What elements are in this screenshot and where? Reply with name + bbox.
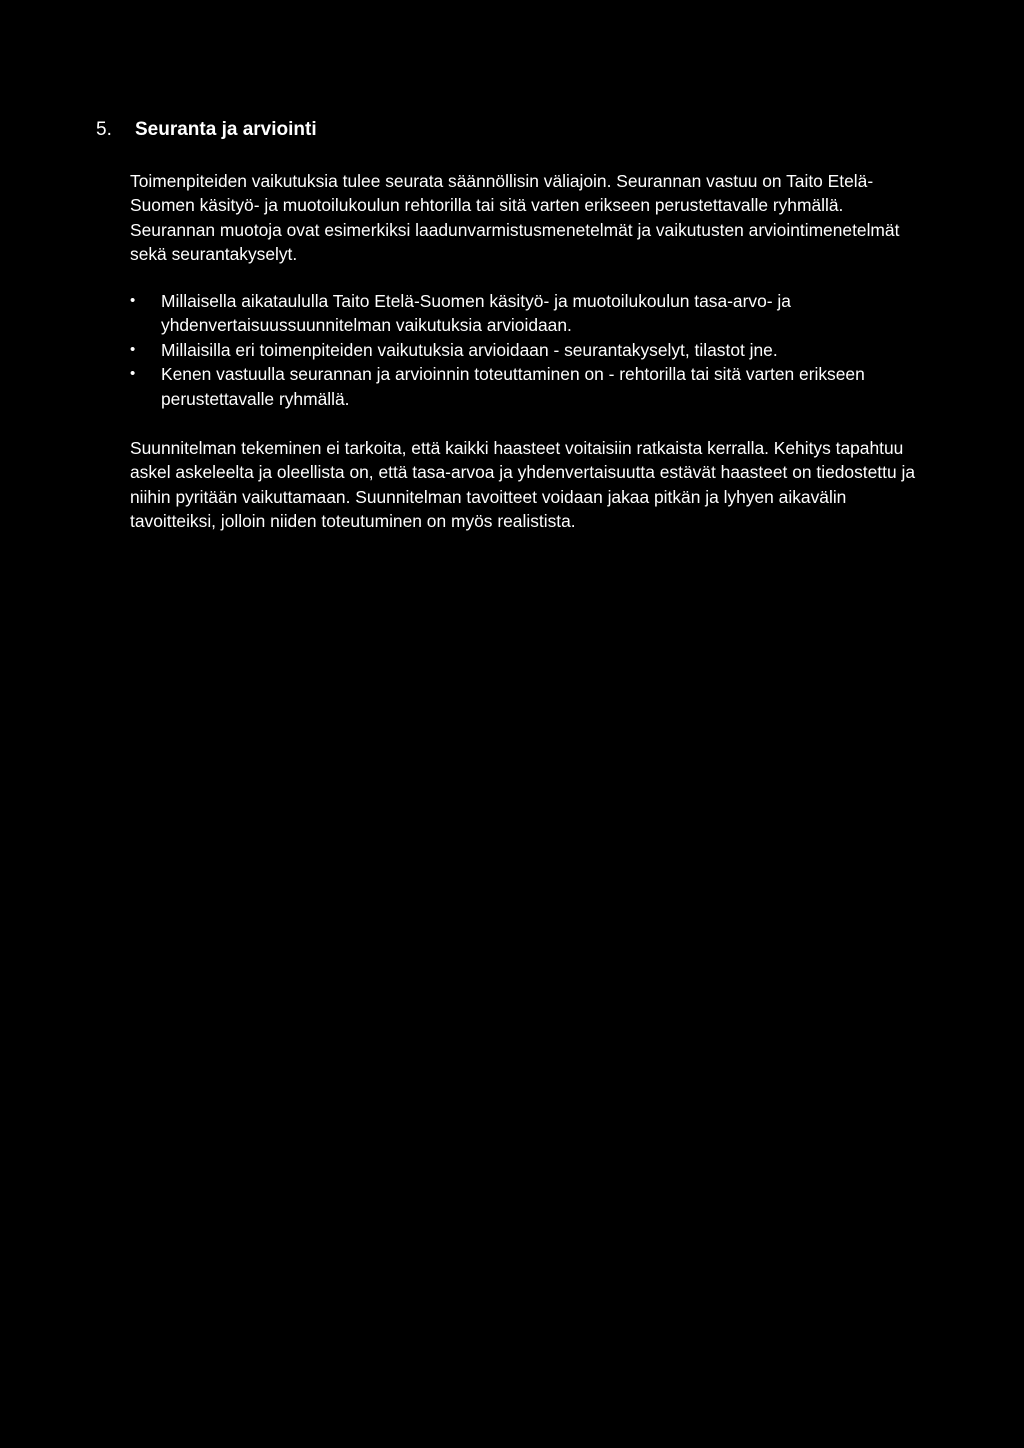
list-item bbox=[130, 338, 920, 362]
section-title: Seuranta ja arviointi bbox=[135, 119, 317, 140]
list-item bbox=[130, 289, 920, 338]
closing-paragraph: Suunnitelman tekeminen ei tarkoita, että kaikki haasteet voitaisiin ratkaista kerralla. Kehitys tapahtuu askel askeleelta ja oleellista on, että tasa-arvoa ja yhdenvertaisuutta estävät haasteet on tiedostettu ja niihin pyritään vaikuttamaan. Suunnitelman tavoitteet voidaan jakaa pitkän ja lyhyen aikavälin tavoitteiksi, jolloin niiden toteutuminen on myös realistista. bbox=[130, 438, 915, 532]
bullet-icon: • bbox=[130, 292, 136, 309]
list-item-text: Kenen vastuulla seurannan ja arvioinnin toteuttaminen on - rehtorilla tai sitä varten erikseen perustettavalle ryhmällä. bbox=[161, 364, 865, 409]
bullet-icon: • bbox=[130, 365, 136, 383]
list-item bbox=[130, 362, 920, 411]
bullet-list bbox=[130, 289, 920, 411]
intro-paragraph: Toimenpiteiden vaikutuksia tulee seurata säännöllisin väliajoin. Seurannan vastuu on Taito Etelä-Suomen käsityö- ja muotoilukoulun rehtorilla tai sitä varten erikseen perustettavalle ryhmällä. Seurannan muotoja ovat esimerkiksi laadunvarmistusmenetelmät ja vaikutusten arviointimenetelmät sekä seurantakyselyt. bbox=[130, 171, 900, 265]
list-item-text: Millaisella aikataululla Taito Etelä-Suomen käsityö- ja muotoilukoulun tasa-arvo- ja yhdenvertaisuussuunnitelman vaikutuksia arvioidaan. bbox=[161, 291, 791, 336]
section-number: 5. bbox=[96, 119, 112, 140]
section-heading bbox=[96, 117, 317, 143]
list-item-text: Millaisilla eri toimenpiteiden vaikutuksia arvioidaan - seurantakyselyt, tilastot jne. bbox=[161, 339, 778, 360]
bullet-icon: • bbox=[130, 340, 136, 358]
